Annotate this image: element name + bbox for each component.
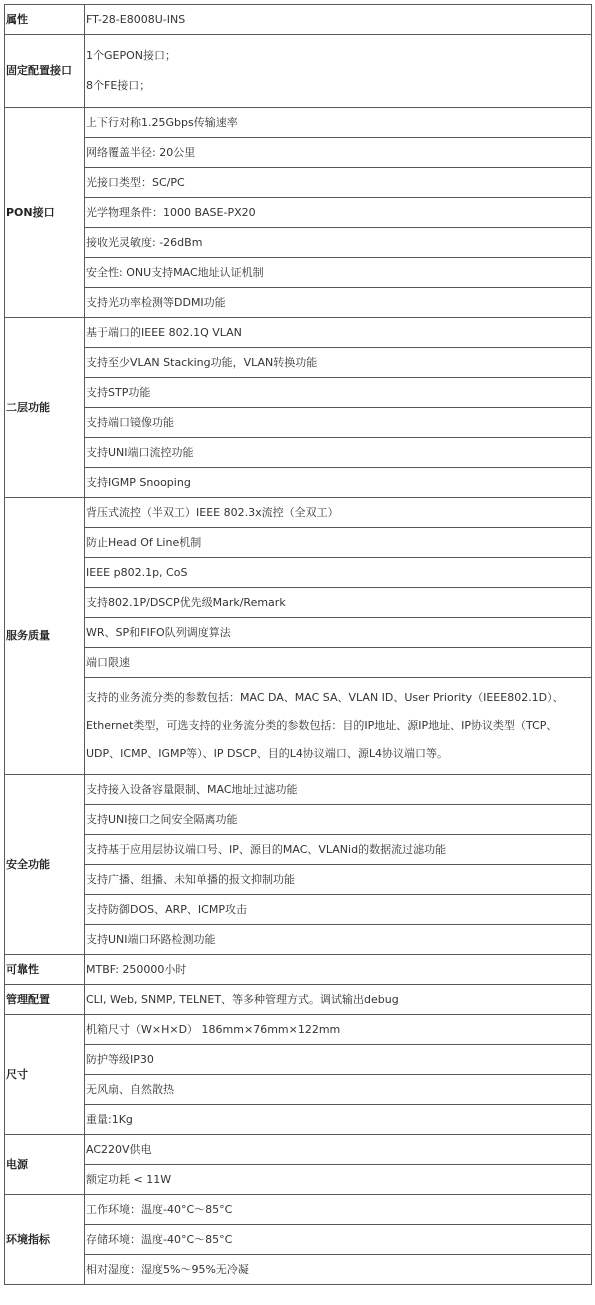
- fixed-interface-line: 8个FE接口；: [86, 79, 151, 92]
- table-row: [5, 1045, 592, 1075]
- table-row: [5, 318, 592, 348]
- security-row: 支持基于应用层协议端口号、IP、源目的MAC、VLANid的数据流过滤功能: [85, 835, 592, 865]
- security-row: 支持接入设备容量限制、MAC地址过滤功能: [85, 775, 592, 805]
- security-row: 支持UNI端口环路检测功能: [85, 925, 592, 955]
- table-row: [5, 1075, 592, 1105]
- header-cell-model: FT-28-E8008U-INS: [85, 5, 592, 35]
- layer2-row: 支持IGMP Snooping: [85, 468, 592, 498]
- table-row: [5, 1015, 592, 1045]
- table-row: [5, 805, 592, 835]
- table-row: [5, 558, 592, 588]
- category-fixed-interface: 固定配置接口: [5, 35, 85, 108]
- size-row: 防护等级IP30: [85, 1045, 592, 1075]
- size-row: 机箱尺寸（W×H×D） 186mm×76mm×122mm: [85, 1015, 592, 1045]
- table-row: [5, 108, 592, 138]
- table-row: [5, 895, 592, 925]
- layer2-row: 支持UNI端口流控功能: [85, 438, 592, 468]
- category-reliability: 可靠性: [5, 955, 85, 985]
- table-row: [5, 1135, 592, 1165]
- environment-row: 相对湿度：湿度5%～95%无冷凝: [85, 1255, 592, 1285]
- table-row: [5, 618, 592, 648]
- pon-row: 接收光灵敏度: -26dBm: [85, 228, 592, 258]
- qos-row: 支持802.1P/DSCP优先级Mark/Remark: [85, 588, 592, 618]
- table-row: [5, 288, 592, 318]
- table-row: [5, 438, 592, 468]
- power-row: 额定功耗 < 11W: [85, 1165, 592, 1195]
- table-row: [5, 835, 592, 865]
- environment-row: 工作环境：温度-40°C～85°C: [85, 1195, 592, 1225]
- pon-row: 光学物理条件：1000 BASE-PX20: [85, 198, 592, 228]
- table-row: [5, 678, 592, 775]
- category-security: 安全功能: [5, 775, 85, 955]
- pon-row: 安全性: ONU支持MAC地址认证机制: [85, 258, 592, 288]
- table-row: [5, 865, 592, 895]
- security-row: 支持广播、组播、未知单播的报文抑制功能: [85, 865, 592, 895]
- table-row: [5, 1225, 592, 1255]
- table-row: [5, 648, 592, 678]
- table-row: [5, 498, 592, 528]
- table-row: [5, 528, 592, 558]
- table-row: [5, 1255, 592, 1285]
- layer2-row: 基于端口的IEEE 802.1Q VLAN: [85, 318, 592, 348]
- table-row: [5, 1165, 592, 1195]
- table-row: [5, 5, 592, 35]
- table-row: [5, 955, 592, 985]
- table-row: [5, 35, 592, 108]
- pon-row: 支持光功率检测等DDMI功能: [85, 288, 592, 318]
- table-row: [5, 408, 592, 438]
- pon-row: 光接口类型：SC/PC: [85, 168, 592, 198]
- category-qos: 服务质量: [5, 498, 85, 775]
- table-row: [5, 378, 592, 408]
- table-row: [5, 258, 592, 288]
- pon-row: 上下行对称1.25Gbps传输速率: [85, 108, 592, 138]
- pon-row: 网络覆盖半径: 20公里: [85, 138, 592, 168]
- security-row: 支持UNI接口之间安全隔离功能: [85, 805, 592, 835]
- category-power: 电源: [5, 1135, 85, 1195]
- fixed-interface-line: 1个GEPON接口；: [86, 49, 176, 62]
- security-row: 支持防御DOS、ARP、ICMP攻击: [85, 895, 592, 925]
- reliability-row: MTBF: 250000小时: [85, 955, 592, 985]
- table-row: [5, 468, 592, 498]
- table-row: [5, 198, 592, 228]
- qos-row: 端口限速: [85, 648, 592, 678]
- qos-row: IEEE p802.1p, CoS: [85, 558, 592, 588]
- spec-table: [4, 4, 592, 1285]
- qos-row: 背压式流控（半双工）IEEE 802.3x流控（全双工）: [85, 498, 592, 528]
- size-row: 无风扇、自然散热: [85, 1075, 592, 1105]
- table-row: [5, 348, 592, 378]
- qos-row: 防止Head Of Line机制: [85, 528, 592, 558]
- environment-row: 存储环境：温度-40°C～85°C: [85, 1225, 592, 1255]
- layer2-row: 支持STP功能: [85, 378, 592, 408]
- size-row: 重量:1Kg: [85, 1105, 592, 1135]
- category-pon-interface: PON接口: [5, 108, 85, 318]
- table-row: [5, 138, 592, 168]
- management-row: CLI, Web, SNMP, TELNET、等多种管理方式。调试输出debug: [85, 985, 592, 1015]
- category-environment: 环境指标: [5, 1195, 85, 1285]
- table-row: [5, 228, 592, 258]
- table-row: [5, 588, 592, 618]
- table-row: [5, 925, 592, 955]
- table-row: [5, 1195, 592, 1225]
- layer2-row: 支持至少VLAN Stacking功能，VLAN转换功能: [85, 348, 592, 378]
- qos-classification-params: 支持的业务流分类的参数包括：MAC DA、MAC SA、VLAN ID、User Priority（IEEE802.1D）、Ethernet类型，可选支持的业务流分类的参数包括：目的IP地址、源IP地址、IP协议类型（TCP、UDP、ICMP、IGMP等）、IP DSCP、目的L4协议端口、源L4协议端口等。: [85, 678, 592, 775]
- table-row: [5, 1105, 592, 1135]
- table-row: [5, 985, 592, 1015]
- table-row: [5, 168, 592, 198]
- category-layer2: 二层功能: [5, 318, 85, 498]
- layer2-row: 支持端口镜像功能: [85, 408, 592, 438]
- table-row: [5, 775, 592, 805]
- category-size: 尺寸: [5, 1015, 85, 1135]
- qos-row: WR、SP和FIFO队列调度算法: [85, 618, 592, 648]
- power-row: AC220V供电: [85, 1135, 592, 1165]
- header-cell-attribute: 属性: [5, 5, 85, 35]
- category-management: 管理配置: [5, 985, 85, 1015]
- fixed-interface-values: [85, 35, 592, 108]
